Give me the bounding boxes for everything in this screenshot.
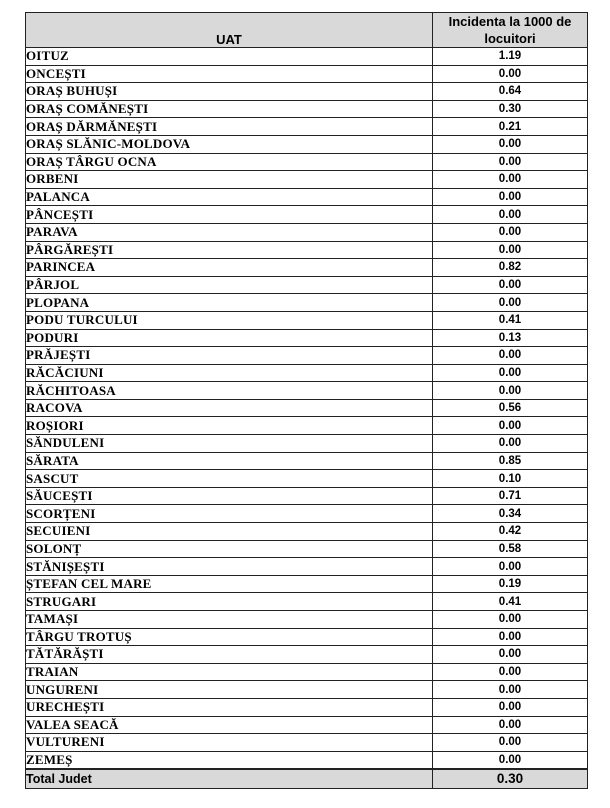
incidence-value-cell: 0.00 <box>433 382 588 400</box>
incidence-value-cell: 0.56 <box>433 399 588 417</box>
table-header-row <box>26 13 588 48</box>
uat-name-cell: SOLONȚ <box>26 540 433 558</box>
incidence-value-cell: 0.00 <box>433 435 588 453</box>
uat-name-cell: VALEA SEACĂ <box>26 716 433 734</box>
table-row <box>26 681 588 699</box>
incidence-value-cell: 0.19 <box>433 575 588 593</box>
incidence-value-cell: 0.00 <box>433 611 588 629</box>
table-row <box>26 294 588 312</box>
uat-name-cell: TAMAȘI <box>26 611 433 629</box>
uat-name-cell: TÂRGU TROTUȘ <box>26 628 433 646</box>
uat-name-cell: RACOVA <box>26 399 433 417</box>
uat-name-cell: PRĂJEȘTI <box>26 347 433 365</box>
uat-name-cell: PÂRJOL <box>26 276 433 294</box>
incidence-value-cell: 0.00 <box>433 628 588 646</box>
uat-name-cell: ORAȘ DĂRMĂNEȘTI <box>26 118 433 136</box>
uat-name-cell: ORAȘ BUHUȘI <box>26 83 433 101</box>
uat-name-cell: PARINCEA <box>26 259 433 277</box>
uat-name-cell: SECUIENI <box>26 523 433 541</box>
uat-name-cell: PLOPANA <box>26 294 433 312</box>
table-row <box>26 223 588 241</box>
incidence-value-cell: 0.00 <box>433 663 588 681</box>
incidence-value-cell: 0.34 <box>433 505 588 523</box>
incidence-value-cell: 0.42 <box>433 523 588 541</box>
table-row <box>26 593 588 611</box>
table-row <box>26 364 588 382</box>
table-row <box>26 276 588 294</box>
table-row <box>26 188 588 206</box>
uat-name-cell: URECHEȘTI <box>26 698 433 716</box>
incidence-value-cell: 0.00 <box>433 681 588 699</box>
incidence-value-cell: 0.00 <box>433 646 588 664</box>
uat-name-cell: ROȘIORI <box>26 417 433 435</box>
uat-name-cell: SĂRATA <box>26 452 433 470</box>
incidence-value-cell: 0.41 <box>433 311 588 329</box>
incidence-value-cell: 0.10 <box>433 470 588 488</box>
table-row <box>26 329 588 347</box>
table-body <box>26 48 588 770</box>
table-row <box>26 646 588 664</box>
table-row <box>26 241 588 259</box>
incidence-value-cell: 1.19 <box>433 48 588 66</box>
table-row <box>26 83 588 101</box>
incidence-value-cell: 0.00 <box>433 241 588 259</box>
incidence-value-cell: 0.00 <box>433 65 588 83</box>
table-row <box>26 118 588 136</box>
uat-name-cell: PODURI <box>26 329 433 347</box>
uat-name-cell: PÂNCEȘTI <box>26 206 433 224</box>
uat-name-cell: ORBENI <box>26 171 433 189</box>
table-row <box>26 65 588 83</box>
table-row <box>26 734 588 752</box>
uat-name-cell: PALANCA <box>26 188 433 206</box>
incidence-value-cell: 0.00 <box>433 135 588 153</box>
header-incidence-line2: locuitori <box>484 31 536 46</box>
table-row <box>26 259 588 277</box>
uat-name-cell: PÂRGĂREȘTI <box>26 241 433 259</box>
table-row <box>26 487 588 505</box>
table-row <box>26 100 588 118</box>
uat-name-cell: SĂNDULENI <box>26 435 433 453</box>
incidence-value-cell: 0.00 <box>433 716 588 734</box>
uat-name-cell: ORAȘ SLĂNIC-MOLDOVA <box>26 135 433 153</box>
total-value: 0.30 <box>433 769 588 789</box>
total-label: Total Judet <box>26 769 433 789</box>
incidence-value-cell: 0.85 <box>433 452 588 470</box>
uat-name-cell: SĂUCEȘTI <box>26 487 433 505</box>
uat-name-cell: STRUGARI <box>26 593 433 611</box>
table-row <box>26 698 588 716</box>
incidence-value-cell: 0.30 <box>433 100 588 118</box>
table-row <box>26 382 588 400</box>
total-row <box>26 769 588 789</box>
incidence-value-cell: 0.00 <box>433 153 588 171</box>
table-row <box>26 435 588 453</box>
incidence-value-cell: 0.00 <box>433 294 588 312</box>
incidence-value-cell: 0.21 <box>433 118 588 136</box>
table-row <box>26 558 588 576</box>
incidence-value-cell: 0.00 <box>433 698 588 716</box>
table-row <box>26 206 588 224</box>
uat-name-cell: RĂCĂCIUNI <box>26 364 433 382</box>
uat-name-cell: OITUZ <box>26 48 433 66</box>
header-incidence <box>433 13 588 48</box>
table-row <box>26 48 588 66</box>
incidence-value-cell: 0.00 <box>433 347 588 365</box>
uat-name-cell: STĂNIȘEȘTI <box>26 558 433 576</box>
table-row <box>26 751 588 769</box>
uat-name-cell: ORAȘ COMĂNEȘTI <box>26 100 433 118</box>
uat-name-cell: SCORȚENI <box>26 505 433 523</box>
incidence-value-cell: 0.64 <box>433 83 588 101</box>
table-row <box>26 628 588 646</box>
table-row <box>26 153 588 171</box>
uat-name-cell: TRAIAN <box>26 663 433 681</box>
incidence-value-cell: 0.00 <box>433 206 588 224</box>
uat-name-cell: TĂTĂRĂȘTI <box>26 646 433 664</box>
table-row <box>26 505 588 523</box>
incidence-value-cell: 0.00 <box>433 171 588 189</box>
uat-name-cell: UNGURENI <box>26 681 433 699</box>
incidence-value-cell: 0.00 <box>433 223 588 241</box>
incidence-value-cell: 0.00 <box>433 188 588 206</box>
incidence-value-cell: 0.00 <box>433 558 588 576</box>
table-row <box>26 135 588 153</box>
incidence-value-cell: 0.00 <box>433 276 588 294</box>
table-row <box>26 663 588 681</box>
incidence-value-cell: 0.00 <box>433 751 588 769</box>
incidence-value-cell: 0.00 <box>433 734 588 752</box>
uat-name-cell: PARAVA <box>26 223 433 241</box>
incidence-value-cell: 0.00 <box>433 417 588 435</box>
uat-name-cell: RĂCHITOASA <box>26 382 433 400</box>
uat-name-cell: VULTURENI <box>26 734 433 752</box>
table-row <box>26 311 588 329</box>
table-row <box>26 470 588 488</box>
header-incidence-line1: Incidenta la 1000 de <box>448 14 572 29</box>
incidence-value-cell: 0.58 <box>433 540 588 558</box>
incidence-value-cell: 0.82 <box>433 259 588 277</box>
table-row <box>26 171 588 189</box>
table-row <box>26 575 588 593</box>
incidence-value-cell: 0.13 <box>433 329 588 347</box>
table-row <box>26 452 588 470</box>
uat-name-cell: ȘTEFAN CEL MARE <box>26 575 433 593</box>
table-row <box>26 417 588 435</box>
uat-incidence-table <box>25 12 588 789</box>
table-row <box>26 540 588 558</box>
table-row <box>26 716 588 734</box>
table-row <box>26 347 588 365</box>
table-row <box>26 399 588 417</box>
uat-name-cell: SASCUT <box>26 470 433 488</box>
uat-name-cell: ORAȘ TÂRGU OCNA <box>26 153 433 171</box>
header-uat: UAT <box>26 13 433 48</box>
incidence-value-cell: 0.41 <box>433 593 588 611</box>
uat-name-cell: ONCEȘTI <box>26 65 433 83</box>
uat-name-cell: PODU TURCULUI <box>26 311 433 329</box>
incidence-value-cell: 0.71 <box>433 487 588 505</box>
table-row <box>26 523 588 541</box>
table-row <box>26 611 588 629</box>
uat-name-cell: ZEMEȘ <box>26 751 433 769</box>
incidence-value-cell: 0.00 <box>433 364 588 382</box>
